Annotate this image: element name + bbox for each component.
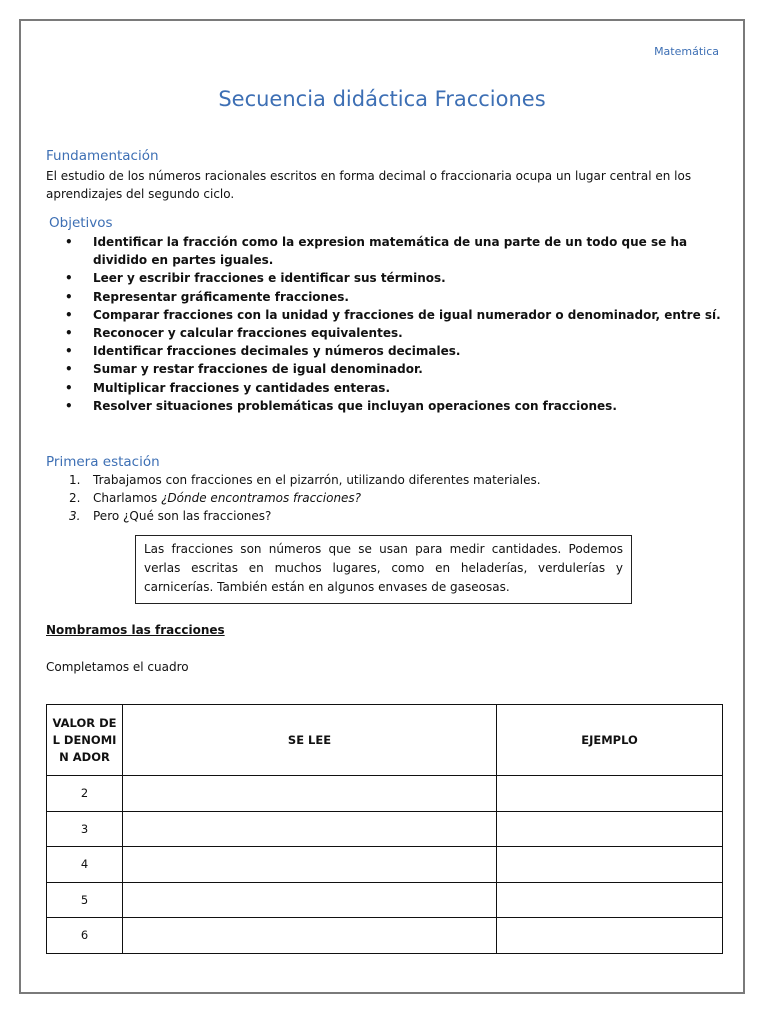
objective-item: • Comparar fracciones con la unidad y fracciones de igual numerador o denominador, entre sí. [45,306,725,324]
objective-item: • Resolver situaciones problemáticas que incluyan operaciones con fracciones. [45,397,725,415]
bullet-icon: • [65,380,73,395]
instruction-text: Completamos el cuadro [46,660,189,674]
table-row [47,776,723,812]
objective-item: • Reconocer y calcular fracciones equivalentes. [45,324,725,342]
cell-se-lee[interactable] [123,847,497,883]
objective-item: • Identificar fracciones decimales y números decimales. [45,342,725,360]
cell-valor: 4 [47,847,123,883]
table-row [47,918,723,954]
fractions-note-box: Las fracciones son números que se usan para medir cantidades. Podemos verlas escritas en muchos lugares, como en heladerías, verdulerías y carnicerías. También están en algunos envases de gaseosas. [135,535,632,604]
cell-ejemplo[interactable] [497,847,723,883]
cell-ejemplo[interactable] [497,811,723,847]
table-row [47,847,723,883]
header-valor-denominador: VALOR DEL DENOMIN ADOR [47,705,123,776]
bullet-icon: • [65,344,73,359]
document-page [19,19,745,994]
step-item: 3. Pero ¿Qué son las fracciones? [69,509,272,523]
section-heading-primera-estacion: Primera estación [46,454,160,470]
cell-se-lee[interactable] [123,776,497,812]
objective-item: • Sumar y restar fracciones de igual denominador. [45,360,725,378]
document-title: Secuencia didáctica Fracciones [218,87,546,111]
step-number: 3. [69,509,81,523]
cell-valor: 6 [47,918,123,954]
bullet-icon: • [65,398,73,413]
fractions-table [46,704,723,954]
table-header-row [47,705,723,776]
cell-valor: 3 [47,811,123,847]
table-row [47,882,723,918]
cell-ejemplo[interactable] [497,882,723,918]
header-ejemplo: EJEMPLO [497,705,723,776]
bullet-icon: • [65,326,73,341]
objective-item: • Multiplicar fracciones y cantidades enteras. [45,379,725,397]
cell-ejemplo[interactable] [497,776,723,812]
cell-se-lee[interactable] [123,882,497,918]
step-item: 2. Charlamos ¿Dónde encontramos fracciones? [69,491,362,505]
section-heading-fundamentacion: Fundamentación [46,148,159,164]
cell-valor: 5 [47,882,123,918]
bullet-icon: • [65,289,73,304]
step-number: 1. [69,473,81,487]
bullet-icon: • [65,235,73,249]
cell-se-lee[interactable] [123,918,497,954]
steps-list [45,471,705,525]
table-row [47,811,723,847]
bullet-icon: • [65,307,73,322]
bullet-icon: • [65,362,73,377]
step-number: 2. [69,491,81,505]
objectives-list [45,233,725,415]
objective-item: • Leer y escribir fracciones e identificar sus términos. [45,269,725,287]
fundamentacion-text: El estudio de los números racionales escritos en forma decimal o fraccionaria ocupa un lugar central en los aprendizajes del segundo ciclo. [46,169,692,201]
cell-se-lee[interactable] [123,811,497,847]
header-subject: Matemática [654,45,719,58]
objective-item: • Identificar la fracción como la expresion matemática de una parte de un todo que se ha dividido en partes iguales. [65,235,688,268]
bullet-icon: • [65,271,73,286]
cell-valor: 2 [47,776,123,812]
objective-item: • Representar gráficamente fracciones. [45,288,725,306]
nombramos-title: Nombramos las fracciones [46,623,225,637]
cell-ejemplo[interactable] [497,918,723,954]
step-item: 1. Trabajamos con fracciones en el pizarrón, utilizando diferentes materiales. [69,473,541,487]
section-heading-objetivos: Objetivos [49,215,113,231]
header-se-lee: SE LEE [123,705,497,776]
